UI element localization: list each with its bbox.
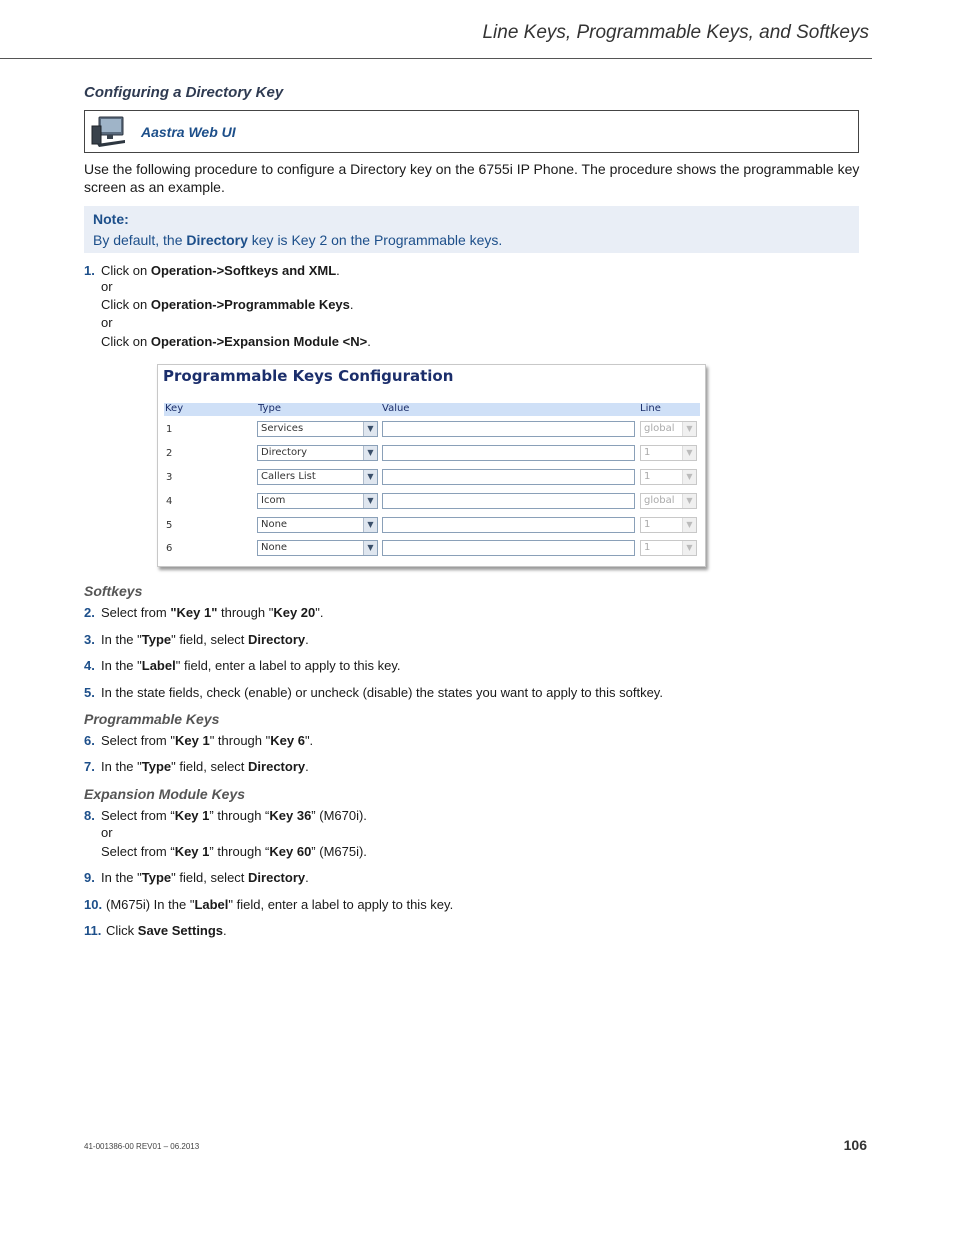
expansion-module-heading: Expansion Module Keys xyxy=(84,786,246,802)
note-text: By default, the Directory key is Key 2 on the Programmable keys. xyxy=(93,232,503,248)
table-row xyxy=(164,469,700,489)
chevron-down-icon: ▼ xyxy=(363,422,377,436)
column-header-line: Line xyxy=(640,403,661,414)
type-select[interactable]: None ▼ xyxy=(257,540,378,556)
chevron-down-icon: ▼ xyxy=(682,518,696,532)
chapter-title: Line Keys, Programmable Keys, and Softkeys xyxy=(482,22,869,43)
chevron-down-icon: ▼ xyxy=(363,446,377,460)
table-row xyxy=(164,445,700,465)
chevron-down-icon: ▼ xyxy=(363,518,377,532)
chevron-down-icon: ▼ xyxy=(682,446,696,460)
table-row xyxy=(164,517,700,537)
step-3: 3. In the "Type" field, select Directory. xyxy=(84,632,309,647)
value-input[interactable] xyxy=(382,421,635,437)
step-9: 9. In the "Type" field, select Directory. xyxy=(84,870,309,885)
step-8-alt: Select from “Key 1” through “Key 60” (M675i). xyxy=(101,844,367,859)
section-title: Configuring a Directory Key xyxy=(84,84,284,101)
step-11: 11. Click Save Settings. xyxy=(84,923,227,938)
line-select[interactable]: global ▼ xyxy=(640,421,697,437)
step-5: 5. In the state fields, check (enable) or uncheck (disable) the states you want to apply to this softkey. xyxy=(84,685,663,700)
value-input[interactable] xyxy=(382,469,635,485)
chevron-down-icon: ▼ xyxy=(682,541,696,555)
intro-paragraph: Use the following procedure to configure a Directory key on the 6755i IP Phone. The procedure shows the programmable key screen as an example. xyxy=(84,161,860,195)
step-1-alt-c: Click on Operation->Expansion Module <N>. xyxy=(101,334,371,349)
step-1-or: or xyxy=(101,279,113,294)
step-8-or: or xyxy=(101,825,113,840)
line-select[interactable]: 1 ▼ xyxy=(640,517,697,533)
column-header-value: Value xyxy=(382,403,410,414)
step-7: 7. In the "Type" field, select Directory. xyxy=(84,759,309,774)
step-10: 10. (M675i) In the "Label" field, enter a label to apply to this key. xyxy=(84,897,454,912)
programmable-keys-heading: Programmable Keys xyxy=(84,711,220,727)
step-1-alt-b: Click on Operation->Programmable Keys. xyxy=(101,297,354,312)
type-select[interactable]: Directory ▼ xyxy=(257,445,378,461)
table-row xyxy=(164,421,700,441)
chevron-down-icon: ▼ xyxy=(682,470,696,484)
chevron-down-icon: ▼ xyxy=(363,541,377,555)
value-input[interactable] xyxy=(382,517,635,533)
computer-icon xyxy=(91,116,127,148)
step-2: 2. Select from "Key 1" through "Key 20". xyxy=(84,605,324,620)
type-select[interactable]: Callers List ▼ xyxy=(257,469,378,485)
step-6: 6. Select from "Key 1" through "Key 6". xyxy=(84,733,314,748)
programmable-keys-screenshot xyxy=(157,364,706,567)
value-input[interactable] xyxy=(382,540,635,556)
step-4: 4. In the "Label" field, enter a label to apply to this key. xyxy=(84,658,401,673)
line-select[interactable]: 1 ▼ xyxy=(640,540,697,556)
type-select[interactable]: None ▼ xyxy=(257,517,378,533)
key-number: 6 xyxy=(166,543,173,554)
note-box xyxy=(84,206,859,253)
value-input[interactable] xyxy=(382,445,635,461)
column-header-type: Type xyxy=(258,403,281,414)
step-1-or: or xyxy=(101,315,113,330)
table-header xyxy=(164,403,700,416)
chevron-down-icon: ▼ xyxy=(682,494,696,508)
web-ui-callout xyxy=(84,110,859,153)
key-number: 1 xyxy=(166,424,173,435)
page-number: 106 xyxy=(843,1137,867,1153)
chevron-down-icon: ▼ xyxy=(363,494,377,508)
key-number: 4 xyxy=(166,496,173,507)
table-row xyxy=(164,493,700,513)
line-select[interactable]: global ▼ xyxy=(640,493,697,509)
screenshot-title: Programmable Keys Configuration xyxy=(163,367,454,385)
header-divider xyxy=(0,58,872,59)
key-number: 2 xyxy=(166,448,173,459)
chevron-down-icon: ▼ xyxy=(682,422,696,436)
line-select[interactable]: 1 ▼ xyxy=(640,445,697,461)
web-ui-label: Aastra Web UI xyxy=(141,124,236,140)
type-select[interactable]: Services ▼ xyxy=(257,421,378,437)
chevron-down-icon: ▼ xyxy=(363,470,377,484)
note-title: Note: xyxy=(93,211,129,227)
softkeys-heading: Softkeys xyxy=(84,583,143,599)
column-header-key: Key xyxy=(165,403,184,414)
line-select[interactable]: 1 ▼ xyxy=(640,469,697,485)
document-id: 41-001386-00 REV01 – 06.2013 xyxy=(84,1142,200,1151)
type-select[interactable]: Icom ▼ xyxy=(257,493,378,509)
step-8: 8. Select from “Key 1” through “Key 36” (M670i). xyxy=(84,808,367,823)
table-row xyxy=(164,540,700,560)
key-number: 5 xyxy=(166,520,173,531)
value-input[interactable] xyxy=(382,493,635,509)
key-number: 3 xyxy=(166,472,173,483)
step-1: 1. Click on Operation->Softkeys and XML. xyxy=(84,263,340,278)
